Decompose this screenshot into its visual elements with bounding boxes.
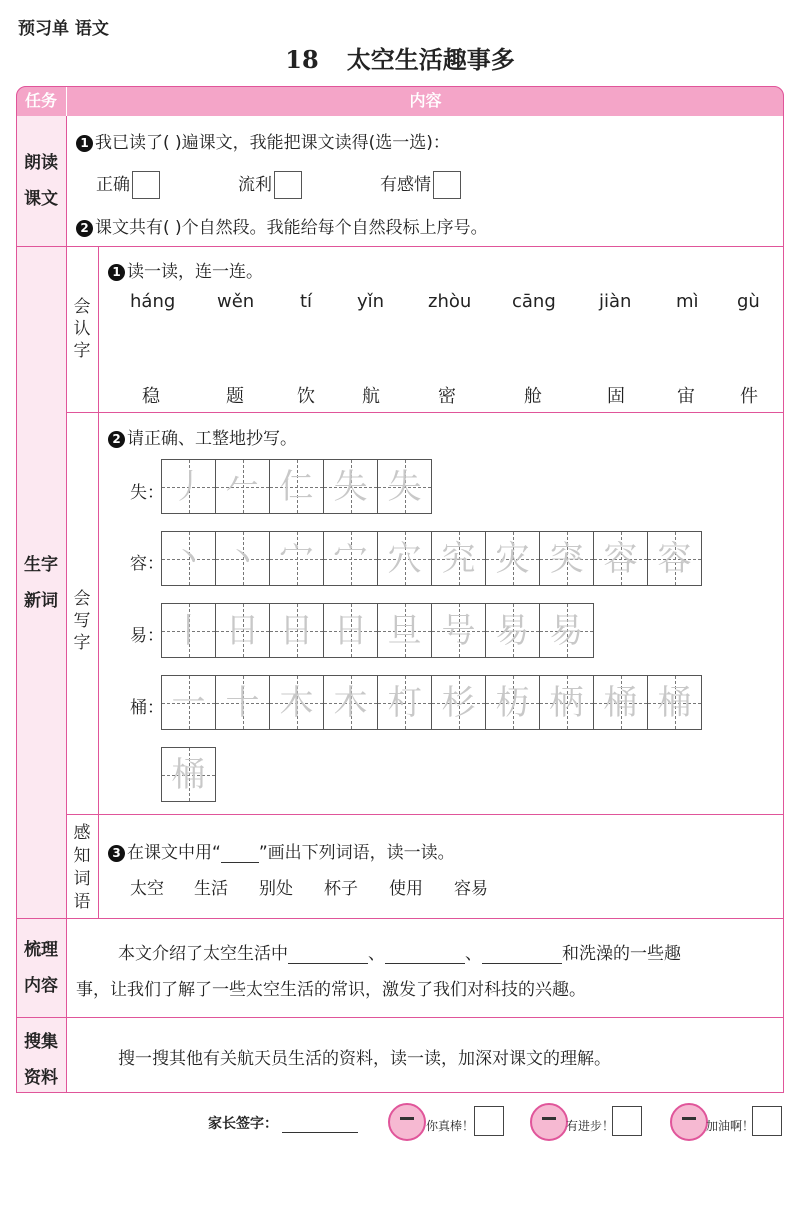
divider bbox=[66, 412, 784, 413]
summary-line-2: 事，让我们了解了一些太空生活的常识，激发了我们对科技的兴趣。 bbox=[76, 980, 586, 1000]
bullet-1: 1 bbox=[76, 135, 93, 152]
grid-cell[interactable] bbox=[269, 459, 324, 514]
pinyin-item[interactable]: cāng bbox=[512, 291, 556, 312]
trace-char: 杤 bbox=[495, 683, 530, 723]
pinyin-item[interactable]: yǐn bbox=[357, 291, 385, 312]
smile-face-icon bbox=[530, 1103, 568, 1141]
summary-blank-1[interactable] bbox=[288, 945, 368, 964]
grid-cell[interactable] bbox=[161, 603, 216, 658]
summary-sep: 、 bbox=[368, 944, 385, 964]
header-task: 任务 bbox=[24, 91, 57, 110]
bullet-2: 2 bbox=[76, 220, 93, 237]
trace-char: 丿 bbox=[171, 467, 206, 507]
row-label-words-1: 生字 bbox=[24, 555, 58, 575]
summary-line-1 bbox=[118, 939, 681, 964]
recognize-instruction bbox=[108, 257, 263, 282]
bullet-2: 2 bbox=[108, 431, 125, 448]
grid-cell[interactable] bbox=[269, 603, 324, 658]
perceive-instruction-pre: 在课文中用“ bbox=[127, 843, 221, 863]
grid-cell[interactable] bbox=[161, 675, 216, 730]
badge-progress-checkbox[interactable] bbox=[612, 1106, 642, 1136]
divider bbox=[16, 918, 784, 919]
trace-char: 一 bbox=[171, 683, 206, 723]
trace-char: 日 bbox=[333, 611, 368, 651]
pinyin-item[interactable]: wěn bbox=[217, 291, 255, 312]
checkbox-correct[interactable] bbox=[132, 171, 160, 199]
grid-cell[interactable] bbox=[215, 531, 270, 586]
divider bbox=[16, 246, 784, 247]
grid-cell[interactable] bbox=[593, 531, 648, 586]
grid-cell[interactable] bbox=[377, 459, 432, 514]
badge-cheer-checkbox[interactable] bbox=[752, 1106, 782, 1136]
char-item[interactable]: 件 bbox=[740, 386, 758, 407]
pinyin-item[interactable]: háng bbox=[130, 291, 176, 312]
char-item[interactable]: 稳 bbox=[142, 386, 160, 407]
row-label-collect-1: 搜集 bbox=[24, 1032, 58, 1052]
reading-q2-text: 课文共有( )个自然段。我能给每个自然段标上序号。 bbox=[95, 218, 488, 238]
summary-blank-3[interactable] bbox=[482, 945, 562, 964]
option-label: 流利 bbox=[238, 175, 272, 195]
lesson-title bbox=[0, 40, 800, 75]
trace-char: 杉 bbox=[441, 683, 476, 723]
pinyin-item[interactable]: zhòu bbox=[428, 291, 472, 312]
trace-char: 𠂉 bbox=[225, 467, 260, 507]
row-label-summary-2: 内容 bbox=[24, 976, 58, 996]
badge-cheer: 加油啊！ bbox=[706, 1119, 755, 1133]
trace-char: 桶 bbox=[657, 683, 692, 723]
collect-text: 搜一搜其他有关航天员生活的资料，读一读，加深对课文的理解。 bbox=[118, 1049, 611, 1069]
underline-sample bbox=[221, 844, 259, 863]
pinyin-item[interactable]: jiàn bbox=[599, 291, 632, 312]
grid-cell[interactable] bbox=[161, 747, 216, 802]
grid-cell[interactable] bbox=[431, 531, 486, 586]
divider bbox=[16, 1017, 784, 1018]
trace-char: 日 bbox=[225, 611, 260, 651]
trace-char: 木 bbox=[333, 683, 368, 723]
grid-cell[interactable] bbox=[377, 603, 432, 658]
trace-char: 丨 bbox=[171, 611, 206, 651]
char-item[interactable]: 密 bbox=[438, 386, 456, 407]
sublabel-write: 会写字 bbox=[73, 589, 91, 653]
trace-char: 十 bbox=[225, 683, 260, 723]
writing-grid-yi[interactable] bbox=[161, 603, 594, 658]
writing-grid-rong[interactable] bbox=[161, 531, 702, 586]
grid-cell[interactable] bbox=[323, 603, 378, 658]
trace-char: 易 bbox=[549, 611, 584, 651]
reading-question-1 bbox=[76, 128, 450, 153]
grid-cell[interactable] bbox=[647, 531, 702, 586]
trace-char: 宀 bbox=[279, 539, 314, 579]
bullet-3: 3 bbox=[108, 845, 125, 862]
trace-char: 柄 bbox=[549, 683, 584, 723]
sublabel-perceive: 感知词语 bbox=[73, 823, 91, 912]
trace-char: 易 bbox=[495, 611, 530, 651]
grid-cell[interactable] bbox=[215, 459, 270, 514]
badge-progress: 有进步！ bbox=[566, 1119, 615, 1133]
summary-sep: 、 bbox=[465, 944, 482, 964]
trace-char: 失 bbox=[387, 467, 422, 507]
parent-sign-text: 家长签字： bbox=[208, 1116, 278, 1132]
word-item[interactable]: 使用 bbox=[389, 879, 423, 899]
grid-cell[interactable] bbox=[215, 675, 270, 730]
bullet-1: 1 bbox=[108, 264, 125, 281]
row-label-words-2: 新词 bbox=[24, 591, 58, 611]
trace-char: 仁 bbox=[279, 467, 314, 507]
grid-cell[interactable] bbox=[431, 603, 486, 658]
summary-text-post: 和洗澡的一些趣 bbox=[562, 944, 681, 964]
checkbox-fluent[interactable] bbox=[274, 171, 302, 199]
write-instruction bbox=[108, 424, 297, 449]
char-item[interactable]: 舱 bbox=[524, 386, 542, 407]
grid-cell[interactable] bbox=[377, 675, 432, 730]
grid-cell[interactable] bbox=[323, 675, 378, 730]
badge-great-checkbox[interactable] bbox=[474, 1106, 504, 1136]
grid-cell[interactable] bbox=[431, 675, 486, 730]
trace-char: 穴 bbox=[387, 539, 422, 579]
trace-char: 桶 bbox=[603, 683, 638, 723]
writing-grid-shi[interactable] bbox=[161, 459, 432, 514]
divider bbox=[66, 814, 784, 815]
write-label-tong: 桶： bbox=[130, 698, 164, 718]
parent-sign-label bbox=[208, 1113, 358, 1133]
write-label-yi: 易： bbox=[130, 626, 164, 646]
checkbox-emotion[interactable] bbox=[433, 171, 461, 199]
option-label: 有感情 bbox=[380, 175, 431, 195]
lesson-number: 18 bbox=[285, 45, 319, 74]
summary-text-pre: 本文介绍了太空生活中 bbox=[118, 944, 288, 964]
perceive-instruction-post: ”画出下列词语，读一读。 bbox=[258, 843, 455, 863]
option-fluent bbox=[238, 170, 302, 199]
trace-char: 究 bbox=[441, 539, 476, 579]
trace-char: 宀 bbox=[333, 539, 368, 579]
grid-cell[interactable] bbox=[539, 675, 594, 730]
trace-char: 桶 bbox=[171, 755, 206, 795]
trace-char: 旦 bbox=[387, 611, 422, 651]
grid-cell[interactable] bbox=[161, 459, 216, 514]
write-instruction-text: 请正确、工整地抄写。 bbox=[127, 429, 297, 449]
header-content: 内容 bbox=[66, 86, 784, 116]
perceive-instruction bbox=[108, 838, 455, 863]
parent-sign-line[interactable] bbox=[282, 1132, 358, 1133]
word-item[interactable]: 容易 bbox=[454, 879, 488, 899]
write-label-rong: 容： bbox=[130, 554, 164, 574]
trace-char: 号 bbox=[441, 611, 476, 651]
trace-char: 朾 bbox=[387, 683, 422, 723]
row-label-reading-1: 朗读 bbox=[24, 153, 58, 173]
grid-cell[interactable] bbox=[485, 675, 540, 730]
badge-great: 你真棒！ bbox=[426, 1119, 475, 1133]
grid-cell[interactable] bbox=[485, 531, 540, 586]
reading-q1-text: 我已读了( )遍课文，我能把课文读得(选一选)： bbox=[95, 133, 450, 153]
char-item[interactable]: 航 bbox=[362, 386, 380, 407]
pinyin-item[interactable]: gù bbox=[737, 291, 760, 312]
grid-cell[interactable] bbox=[539, 603, 594, 658]
trace-char: 丶 bbox=[171, 539, 206, 579]
sublabel-recognize: 会认字 bbox=[73, 297, 91, 361]
trace-char: 丶 bbox=[225, 539, 260, 579]
pinyin-item[interactable]: tí bbox=[300, 291, 313, 312]
writing-grid-tong-extra[interactable] bbox=[161, 747, 216, 802]
writing-grid-tong[interactable] bbox=[161, 675, 702, 730]
trace-char: 木 bbox=[279, 683, 314, 723]
write-label-shi: 失： bbox=[130, 483, 164, 503]
lesson-title-text: 太空生活趣事多 bbox=[346, 46, 515, 74]
grid-cell[interactable] bbox=[161, 531, 216, 586]
word-item[interactable]: 杯子 bbox=[324, 879, 358, 899]
grid-cell[interactable] bbox=[323, 531, 378, 586]
option-correct bbox=[96, 170, 160, 199]
grid-cell[interactable] bbox=[377, 531, 432, 586]
cheer-face-icon bbox=[670, 1103, 708, 1141]
divider bbox=[98, 246, 99, 918]
grid-cell[interactable] bbox=[323, 459, 378, 514]
summary-blank-2[interactable] bbox=[385, 945, 465, 964]
trace-char: 灾 bbox=[495, 539, 530, 579]
option-label: 正确 bbox=[96, 175, 130, 195]
word-item[interactable]: 生活 bbox=[194, 879, 228, 899]
trace-char: 突 bbox=[549, 539, 584, 579]
word-item[interactable]: 别处 bbox=[259, 879, 293, 899]
grid-cell[interactable] bbox=[647, 675, 702, 730]
row-label-summary-1: 梳理 bbox=[24, 940, 58, 960]
reading-question-2 bbox=[76, 213, 488, 238]
sunglasses-face-icon bbox=[388, 1103, 426, 1141]
grid-cell[interactable] bbox=[485, 603, 540, 658]
char-item[interactable]: 饮 bbox=[297, 386, 315, 407]
pinyin-item[interactable]: mì bbox=[676, 291, 699, 312]
trace-char: 日 bbox=[279, 611, 314, 651]
option-emotion bbox=[380, 170, 461, 199]
word-item[interactable]: 太空 bbox=[130, 879, 164, 899]
grid-cell[interactable] bbox=[269, 675, 324, 730]
trace-char: 容 bbox=[657, 539, 692, 579]
grid-cell[interactable] bbox=[269, 531, 324, 586]
trace-char: 容 bbox=[603, 539, 638, 579]
workbook-label: 预习单 语文 bbox=[18, 19, 109, 39]
trace-char: 失 bbox=[333, 467, 368, 507]
row-label-reading-2: 课文 bbox=[24, 189, 58, 209]
recognize-instruction-text: 读一读，连一连。 bbox=[127, 262, 263, 282]
row-label-collect-2: 资料 bbox=[24, 1068, 58, 1088]
grid-cell[interactable] bbox=[593, 675, 648, 730]
grid-cell[interactable] bbox=[215, 603, 270, 658]
grid-cell[interactable] bbox=[539, 531, 594, 586]
char-item[interactable]: 宙 bbox=[677, 386, 695, 407]
char-item[interactable]: 题 bbox=[226, 386, 244, 407]
char-item[interactable]: 固 bbox=[607, 386, 625, 407]
